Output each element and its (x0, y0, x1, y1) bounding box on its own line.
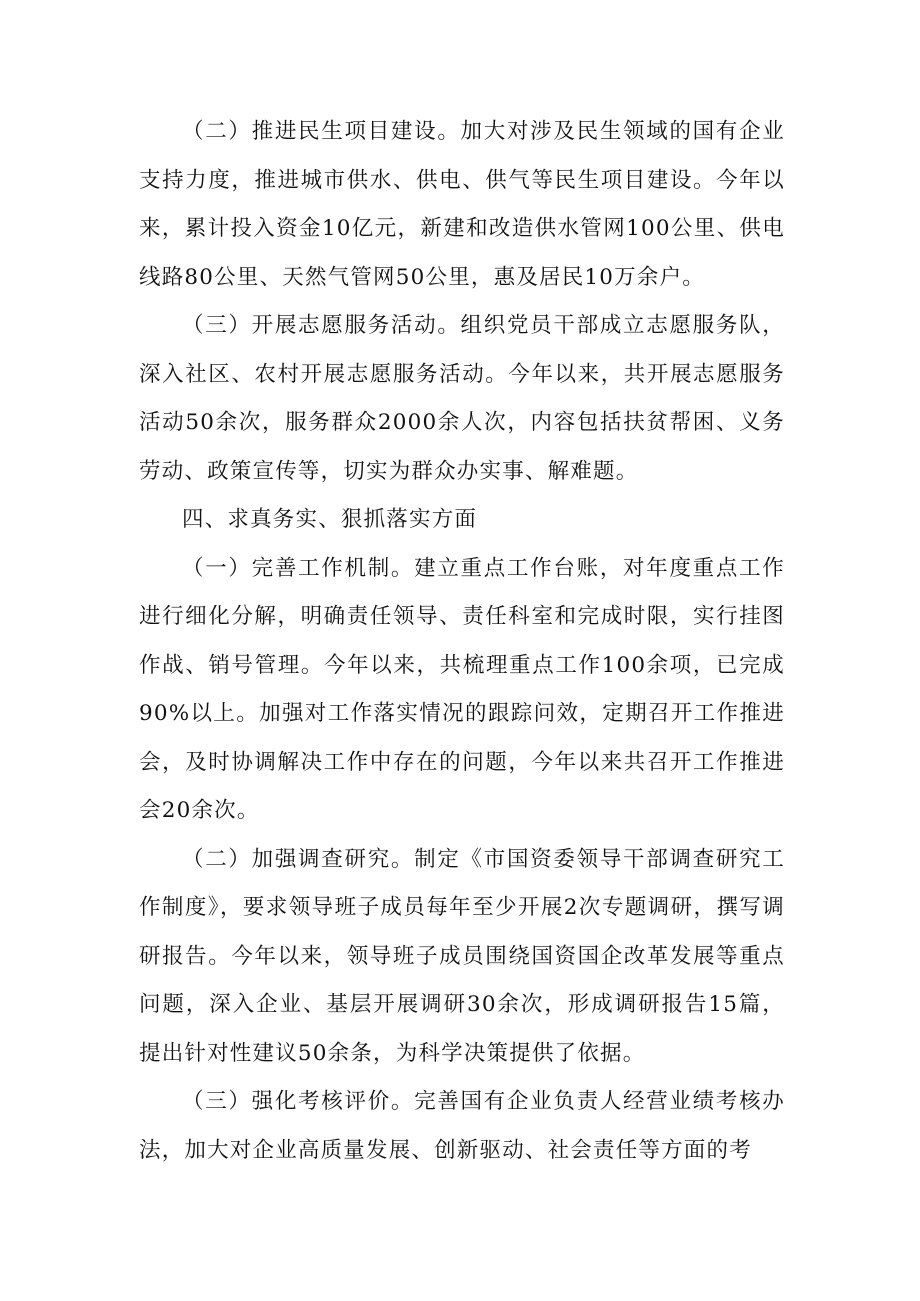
paragraph-volunteer-service: （三）开展志愿服务活动。组织党员干部成立志愿服务队，深入社区、农村开展志愿服务活动。今年以来，共开展志愿服务活动50余次，服务群众2000余人次，内容包括扶贫帮困、义务劳动、政策宣传等，切实为群众办实事、解难题。 (139, 313, 785, 484)
section-heading-implementation: 四、求真务实、狠抓落实方面 (182, 507, 478, 532)
paragraph-livelihood-projects: （二）推进民生项目建设。加大对涉及民生领域的国有企业支持力度，推进城市供水、供电、供气等民生项目建设。今年以来，累计投入资金10亿元，新建和改造供水管网100公里、供电线路80公里、天然气管网50公里，惠及居民10万余户。 (139, 119, 785, 290)
paragraph-assessment: （三）强化考核评价。完善国有企业负责人经营业绩考核办法，加大对企业高质量发展、创新驱动、社会责任等方面的考 (139, 1089, 785, 1163)
paragraph-research: （二）加强调查研究。制定《市国资委领导干部调查研究工作制度》，要求领导班子成员每年至少开展2次专题调研，撰写调研报告。今年以来，领导班子成员围绕国资国企改革发展等重点问题，深入企业、基层开展调研30余次，形成调研报告15篇，提出针对性建议50余条，为科学决策提供了依据。 (139, 846, 785, 1066)
paragraph-work-mechanism: （一）完善工作机制。建立重点工作台账，对年度重点工作进行细化分解，明确责任领导、责任科室和完成时限，实行挂图作战、销号管理。今年以来，共梳理重点工作100余项，已完成90%以上。加强对工作落实情况的跟踪问效，定期召开工作推进会，及时协调解决工作中存在的问题，今年以来共召开工作推进会20余次。 (139, 555, 785, 823)
document-body (139, 108, 785, 1175)
